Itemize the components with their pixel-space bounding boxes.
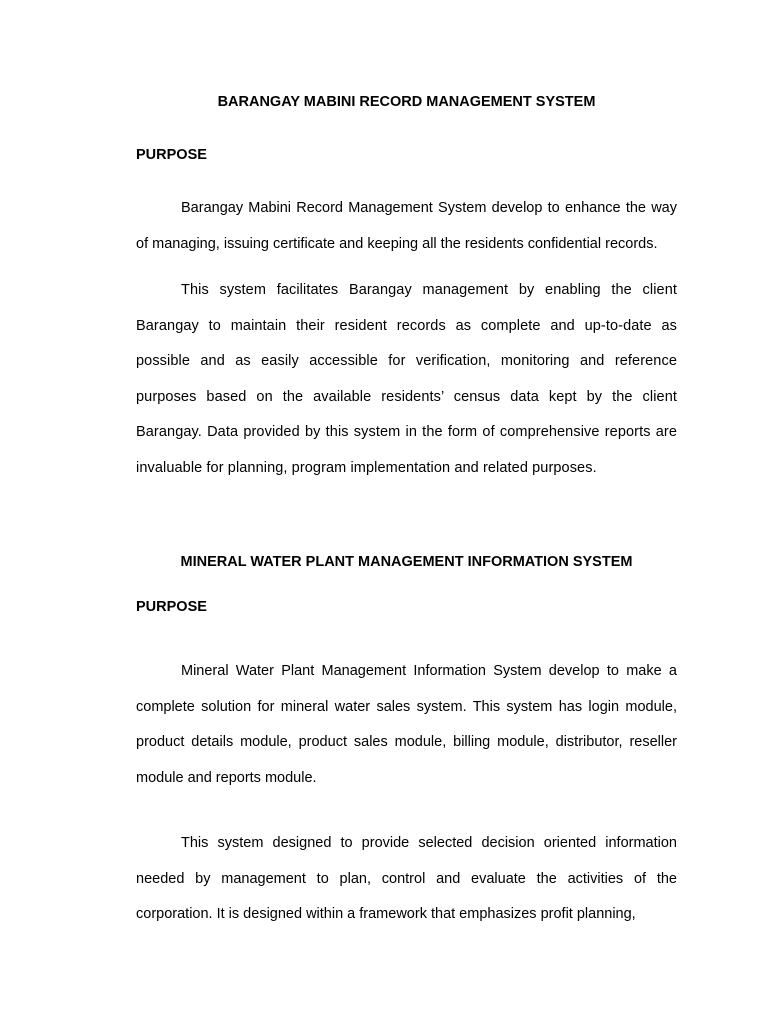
section1-paragraph-1: Barangay Mabini Record Management System develop to enhance the way of managing, issuing certificate and keeping all the residents confidential records. [136,200,677,252]
section2-paragraph-2: This system designed to provide selected decision oriented information needed by management to plan, control and evaluate the activities of the corporation. It is designed within a framework that emphasizes profit planning, [136,835,677,923]
section2-title: MINERAL WATER PLANT MANAGEMENT INFORMATION SYSTEM [180,554,633,570]
section1-paragraph-2: This system facilitates Barangay management by enabling the client Barangay to maintain their resident records as complete and up-to-date as possible and as easily accessible for verification, monitoring and reference purposes based on the available residents’ census data kept by the client Barangay. Data provided by this system in the form of comprehensive reports are invaluable for planning, program implementation and related purposes. [136,282,677,476]
section2-paragraph-1: Mineral Water Plant Management Information System develop to make a complete solution for mineral water sales system. This system has login module, product details module, product sales module, billing module, distributor, reseller module and reports module. [136,663,677,786]
section1-title: BARANGAY MABINI RECORD MANAGEMENT SYSTEM [217,94,596,110]
section1-heading: PURPOSE [136,147,207,163]
section2-heading: PURPOSE [136,599,207,615]
